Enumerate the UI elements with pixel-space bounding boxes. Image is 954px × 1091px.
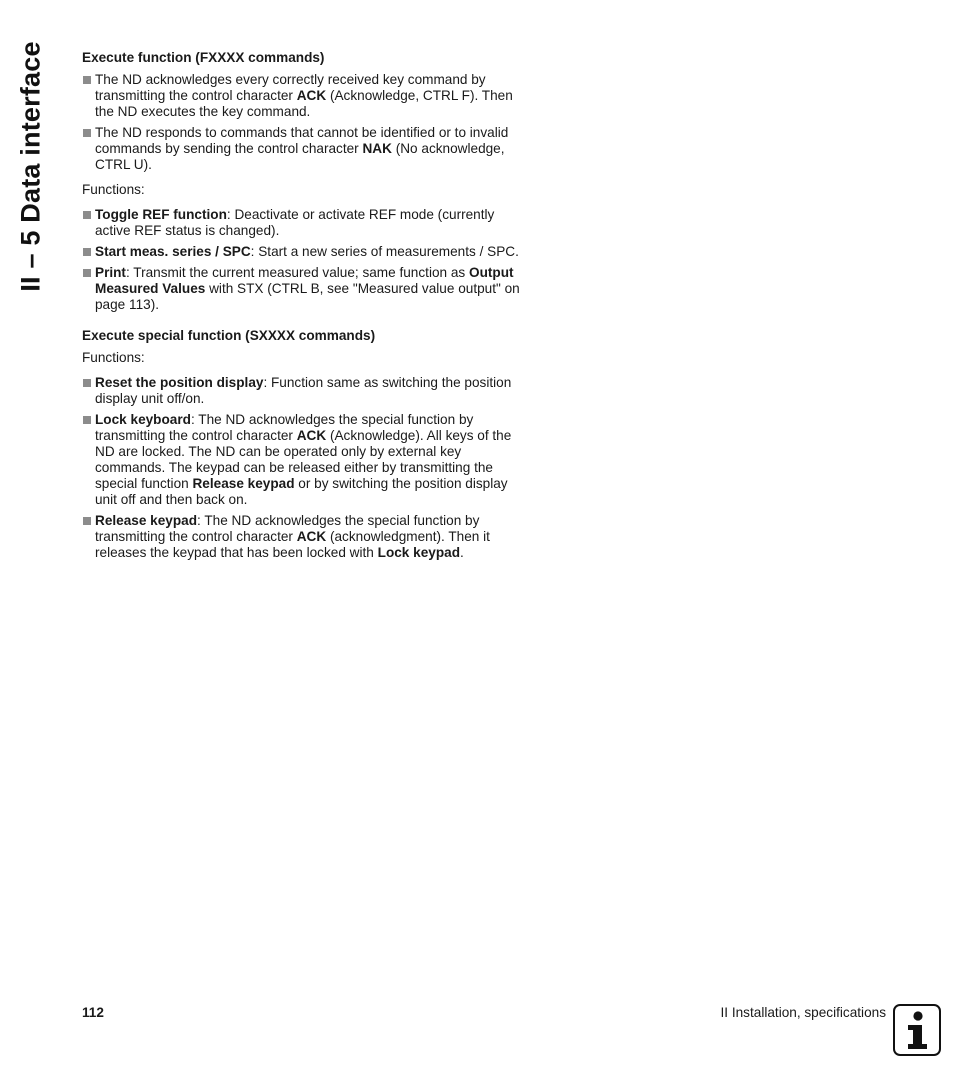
bold-term: ACK [296, 88, 327, 103]
list-item-text: or by switching the position display unit off and then back on. [95, 476, 508, 507]
bullet-square-icon [83, 416, 91, 424]
bullet-square-icon [83, 211, 91, 219]
section1-functions-label: Functions: [82, 182, 145, 197]
section1-heading: Execute function (FXXXX commands) [82, 50, 325, 65]
bold-term: Output Measured Values [95, 265, 514, 296]
bold-term: Print [95, 265, 126, 280]
bullet-square-icon [83, 248, 91, 256]
footer-chapter-title: II Installation, specifications [720, 1005, 886, 1020]
main-content [82, 49, 527, 566]
list-item-text: The ND responds to commands that cannot be identified or to invalid commands by sending the control character [95, 125, 509, 156]
bold-term: Reset the position display [95, 375, 264, 390]
section1-function-list [82, 207, 527, 313]
list-item [82, 125, 527, 173]
list-item-text: : The ND acknowledges the special function by transmitting the control character [95, 513, 480, 544]
section2-function-list [82, 375, 527, 561]
bold-term: NAK [362, 141, 392, 156]
list-item-text: (Acknowledge, CTRL F). Then the ND executes the key command. [95, 88, 513, 119]
list-item-text: (Acknowledge). All keys of the ND are locked. The ND can be operated only by external key commands. The keypad can be released either by transmitting the special function [95, 428, 512, 491]
list-item-text: The ND acknowledges every correctly received key command by transmitting the control character [95, 72, 486, 103]
info-icon [893, 1004, 941, 1056]
info-icon-glyph [895, 1006, 939, 1054]
section2-functions-label: Functions: [82, 350, 145, 365]
section2-heading: Execute special function (SXXXX commands) [82, 328, 376, 343]
bullet-square-icon [83, 517, 91, 525]
list-item-text: : Deactivate or activate REF mode (currently active REF status is changed). [95, 207, 495, 238]
side-section-title [14, 40, 48, 292]
bold-term: Start meas. series / SPC [95, 244, 251, 259]
list-item [82, 412, 527, 508]
list-item-text: (No acknowledge, CTRL U). [95, 141, 505, 172]
list-item-text: : Transmit the current measured value; same function as [125, 265, 469, 280]
bullet-square-icon [83, 269, 91, 277]
list-item-text: (acknowledgment). Then it releases the keypad that has been locked with [95, 529, 490, 560]
bullet-square-icon [83, 379, 91, 387]
bold-term: Lock keypad [377, 545, 460, 560]
list-item-text: . [460, 545, 464, 560]
list-item-text: : Function same as switching the position display unit off/on. [95, 375, 512, 406]
page-number: 112 [82, 1005, 104, 1020]
bold-term: Lock keyboard [95, 412, 191, 427]
list-item [82, 375, 527, 407]
list-item [82, 207, 527, 239]
bold-term: Release keypad [192, 476, 295, 491]
list-item [82, 72, 527, 120]
bold-term: Release keypad [95, 513, 198, 528]
list-item-text: : The ND acknowledges the special function by transmitting the control character [95, 412, 474, 443]
bullet-square-icon [83, 76, 91, 84]
list-item-text: : Start a new series of measurements / SPC. [250, 244, 519, 259]
bullet-square-icon [83, 129, 91, 137]
section1-bullet-list [82, 72, 527, 173]
list-item [82, 244, 527, 260]
side-section-title-text: II – 5 Data interface [15, 40, 46, 292]
bold-term: ACK [296, 428, 327, 443]
list-item [82, 513, 527, 561]
list-item-text: with STX (CTRL B, see "Measured value output" on page 113). [95, 281, 520, 312]
bold-term: ACK [296, 529, 327, 544]
list-item [82, 265, 527, 313]
bold-term: Toggle REF function [95, 207, 227, 222]
